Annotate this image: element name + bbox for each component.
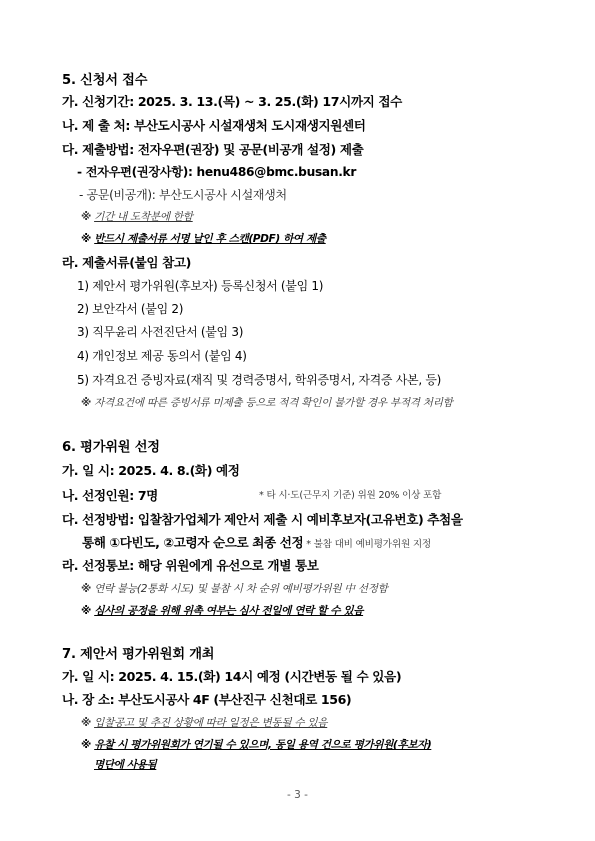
s5-doc-item: 5) 자격요건 증빙자료(재직 및 경력증명서, 학위증명서, 자격증 사본, 등) [77, 373, 442, 387]
s6-headcount: 나. 선정인원: 7명 [62, 488, 158, 503]
s5-official-doc: - 공문(비공개): 부산도시공사 시설재생처 [79, 188, 287, 202]
s7-note-postpone: ※ 유찰 시 평가위원회가 연기될 수 있으며, 동일 용역 건으로 평가위원(후보자) [81, 739, 432, 751]
s5-doc-item: 4) 개인정보 제공 동의서 (붙임 4) [77, 349, 247, 363]
s6-notification: 라. 선정통보: 해당 위원에게 유선으로 개별 통보 [62, 558, 319, 573]
s6-method-line2: 통해 ①다빈도, ②고령자 순으로 최종 선정 * 불참 대비 예비평가위원 지정 [82, 535, 431, 550]
s6-date: 가. 일 시: 2025. 4. 8.(화) 예정 [62, 463, 240, 478]
s5-note-deadline: ※ 기간 내 도착분에 한함 [81, 211, 193, 223]
s5-doc-item: 2) 보안각서 (붙임 2) [77, 302, 184, 316]
s5-documents-title: 라. 제출서류(붙임 참고) [62, 255, 191, 270]
s5-email: - 전자우편(권장사항): henu486@bmc.busan.kr [77, 165, 357, 179]
s6-method-line1: 다. 선정방법: 입찰참가업체가 제안서 제출 시 예비후보자(고유번호) 추첨을 [62, 512, 463, 527]
section-7-title: 7. 제안서 평가위원회 개최 [62, 647, 215, 662]
s5-submit-method: 다. 제출방법: 전자우편(권장) 및 공문(비공개 설정) 제출 [62, 142, 364, 157]
s5-note-sign: ※ 반드시 제출서류 서명 날인 후 스캔(PDF) 하여 제출 [81, 233, 326, 245]
s6-headcount-note: * 타 시·도(근무지 기준) 위원 20% 이상 포함 [259, 490, 442, 501]
s5-doc-item: 3) 직무윤리 사전진단서 (붙임 3) [77, 325, 244, 339]
s5-period: 가. 신청기간: 2025. 3. 13.(목) ~ 3. 25.(화) 17시까지 접수 [62, 94, 402, 109]
s7-note-postpone-cont: 명단에 사용됨 [94, 759, 157, 771]
s5-submit-place: 나. 제 출 처: 부산도시공사 시설재생처 도시재생지원센터 [62, 118, 366, 133]
s7-date: 가. 일 시: 2025. 4. 15.(화) 14시 예정 (시간변동 될 수 있음) [62, 669, 402, 684]
s6-note-fairness: ※ 심사의 공정을 위해 위촉 여부는 심사 전일에 연락 할 수 있음 [81, 605, 364, 617]
s7-note-schedule: ※ 입찰공고 및 추진 상황에 따라 일정은 변동될 수 있음 [81, 717, 328, 729]
s5-note-eligibility: ※ 자격요건에 따른 증빙서류 미제출 등으로 적격 확인이 불가할 경우 부적격 처리함 [81, 397, 453, 409]
section-5-title: 5. 신청서 접수 [62, 73, 148, 88]
s7-place: 나. 장 소: 부산도시공사 4F (부산진구 신천대로 156) [62, 692, 352, 707]
s5-doc-item: 1) 제안서 평가위원(후보자) 등록신청서 (붙임 1) [77, 279, 324, 293]
s6-note-contact: ※ 연락 불능(2통화 시도) 및 불참 시 차 순위 예비평가위원 中 선정함 [81, 583, 388, 595]
section-6-title: 6. 평가위원 선정 [62, 440, 160, 455]
page-number: - 3 - [287, 789, 308, 801]
